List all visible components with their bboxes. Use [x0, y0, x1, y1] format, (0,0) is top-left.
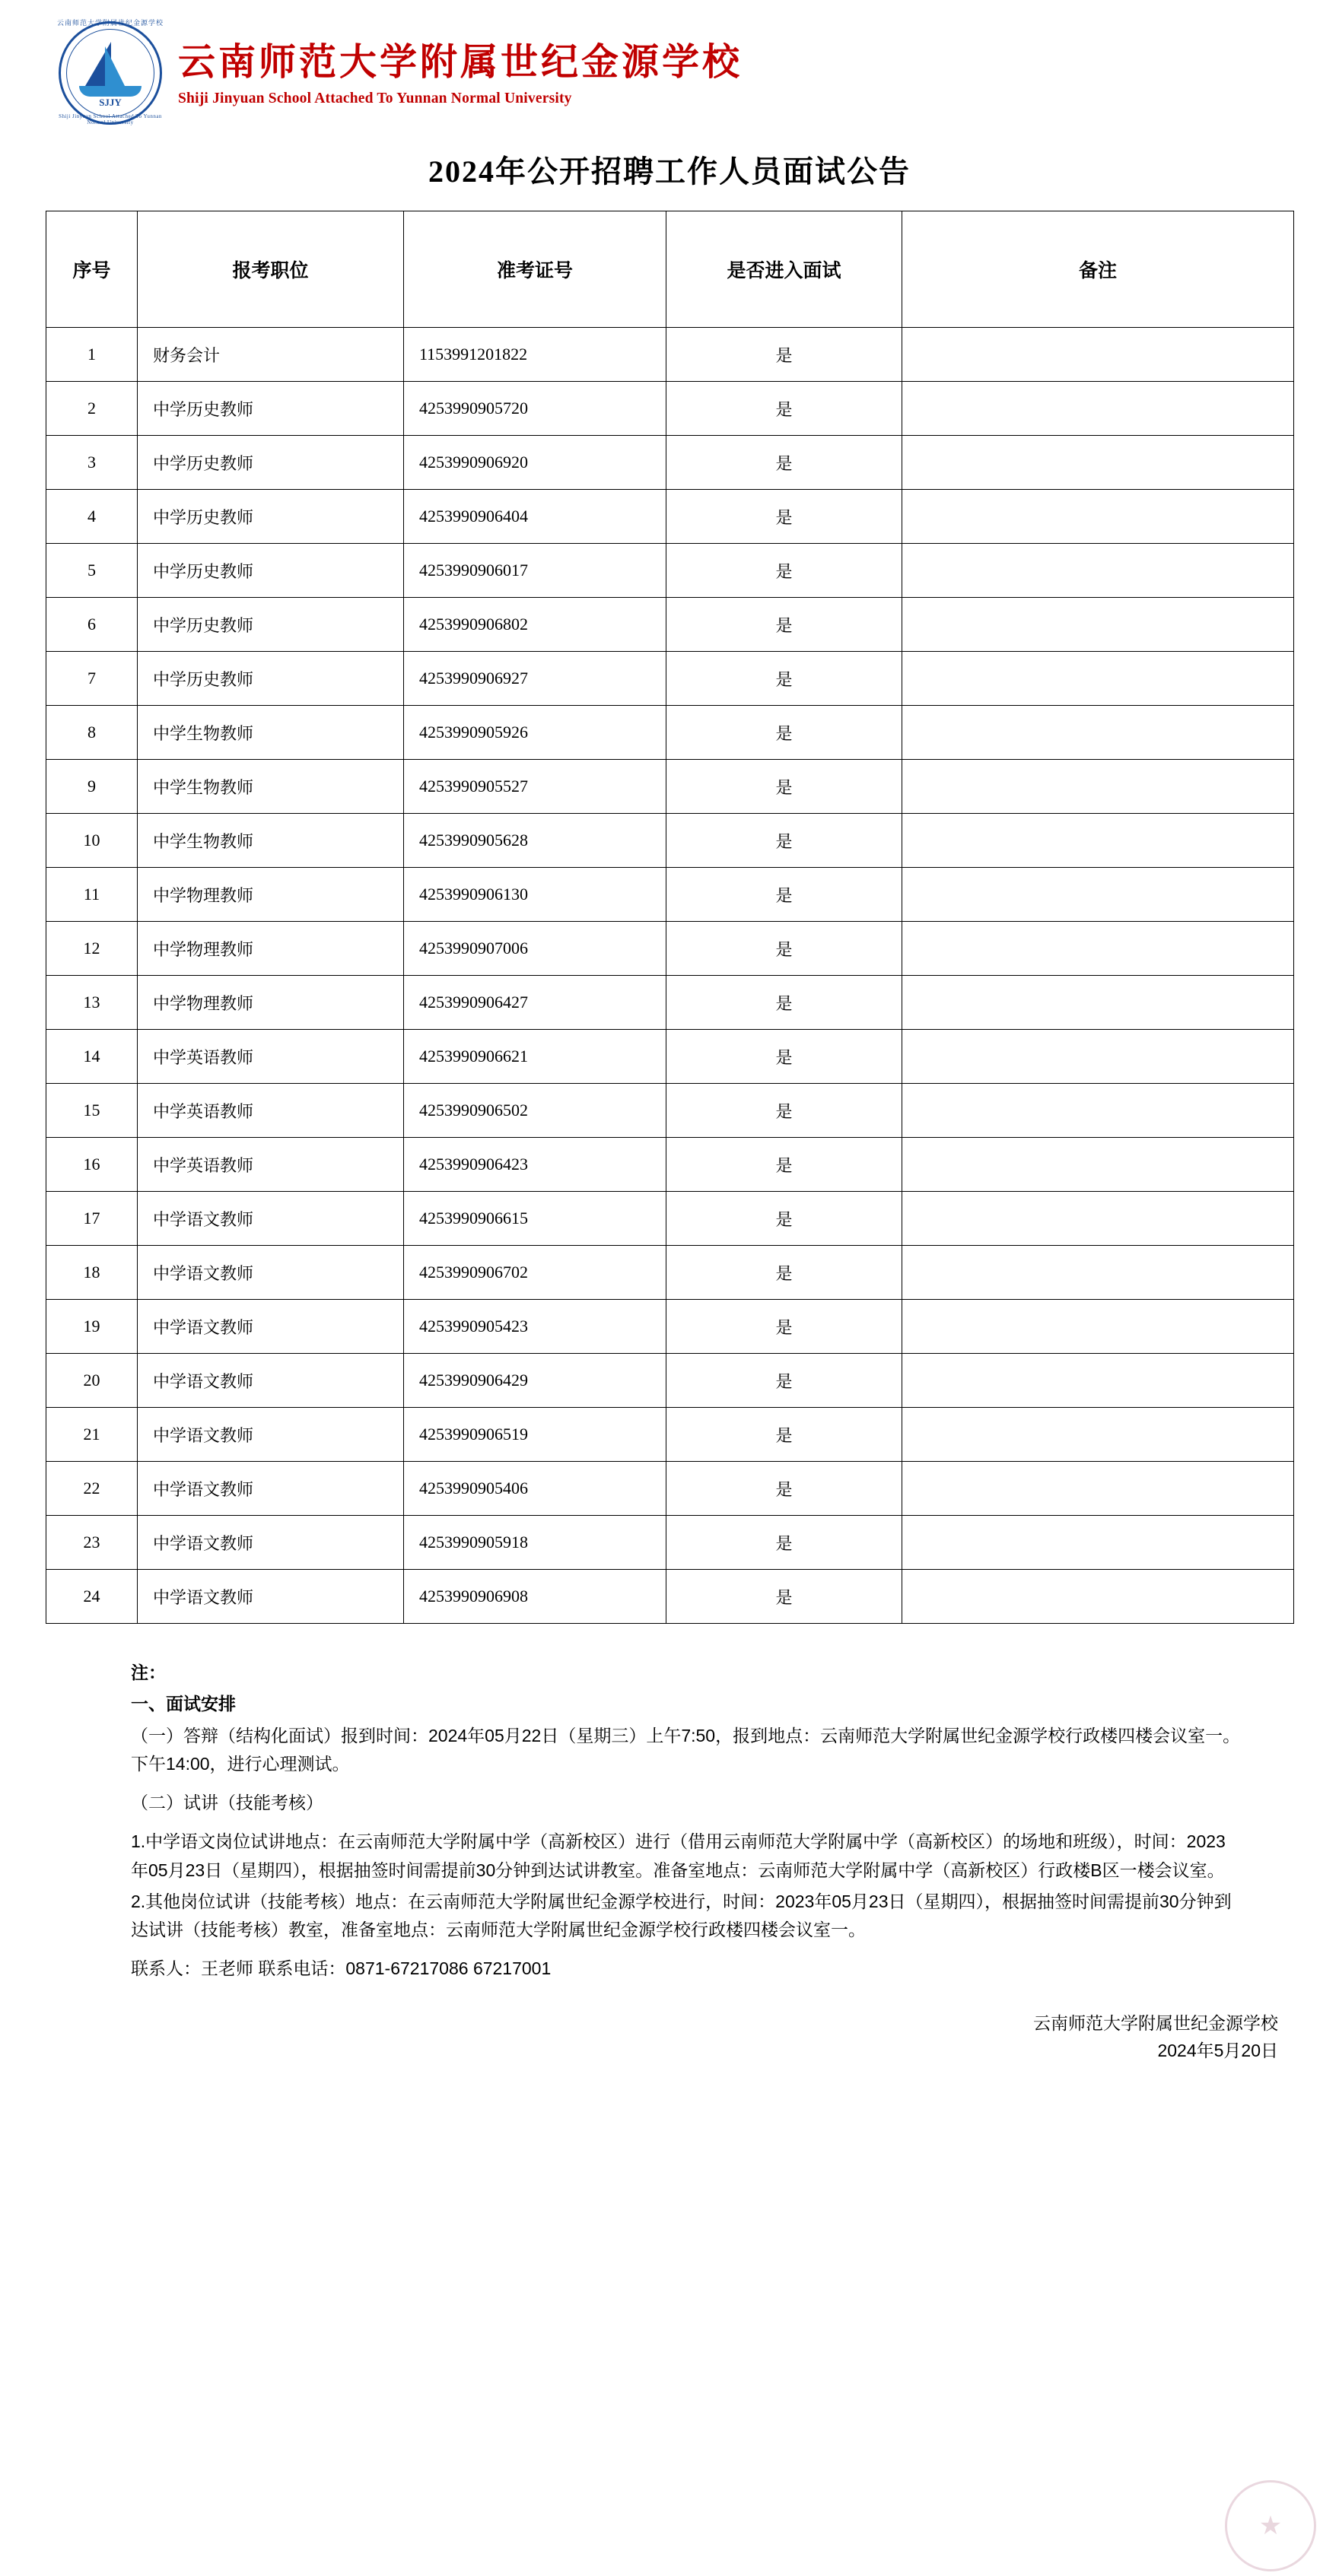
table-row [46, 1570, 1294, 1624]
cell-position: 中学历史教师 [138, 382, 404, 436]
cell-note [902, 328, 1294, 382]
cell-position: 财务会计 [138, 328, 404, 382]
cell-note [902, 1246, 1294, 1300]
cell-index: 20 [46, 1354, 138, 1408]
star-icon: ★ [1258, 2512, 1283, 2540]
cell-interview: 是 [666, 760, 902, 814]
table-row [46, 1354, 1294, 1408]
cell-position: 中学生物教师 [138, 760, 404, 814]
cell-interview: 是 [666, 1192, 902, 1246]
cell-note [902, 1192, 1294, 1246]
cell-index: 4 [46, 490, 138, 544]
cell-interview: 是 [666, 706, 902, 760]
cell-index: 17 [46, 1192, 138, 1246]
cell-index: 15 [46, 1084, 138, 1138]
school-name-block [178, 39, 743, 106]
cell-exam-number: 4253990906427 [404, 976, 666, 1030]
cell-exam-number: 4253990905628 [404, 814, 666, 868]
cell-index: 18 [46, 1246, 138, 1300]
cell-note [902, 1516, 1294, 1570]
cell-exam-number: 4253990906017 [404, 544, 666, 598]
cell-index: 2 [46, 382, 138, 436]
cell-index: 10 [46, 814, 138, 868]
cell-position: 中学语文教师 [138, 1300, 404, 1354]
cell-index: 3 [46, 436, 138, 490]
cell-index: 9 [46, 760, 138, 814]
candidates-table [46, 211, 1294, 1624]
cell-note [902, 1300, 1294, 1354]
cell-position: 中学语文教师 [138, 1462, 404, 1516]
cell-note [902, 490, 1294, 544]
table-row [46, 598, 1294, 652]
cell-index: 13 [46, 976, 138, 1030]
cell-note [902, 814, 1294, 868]
cell-interview: 是 [666, 1030, 902, 1084]
cell-exam-number: 4253990906615 [404, 1192, 666, 1246]
cell-interview: 是 [666, 1408, 902, 1462]
cell-interview: 是 [666, 598, 902, 652]
sail-secondary-icon [105, 46, 125, 86]
cell-position: 中学历史教师 [138, 652, 404, 706]
cell-exam-number: 1153991201822 [404, 328, 666, 382]
cell-index: 1 [46, 328, 138, 382]
cell-exam-number: 4253990906927 [404, 652, 666, 706]
cell-interview: 是 [666, 1138, 902, 1192]
logo-abbreviation: SJJY [99, 97, 122, 108]
cell-index: 19 [46, 1300, 138, 1354]
column-header-exam-number: 准考证号 [404, 211, 666, 328]
cell-exam-number: 4253990906519 [404, 1408, 666, 1462]
cell-position: 中学英语教师 [138, 1138, 404, 1192]
cell-position: 中学英语教师 [138, 1030, 404, 1084]
cell-position: 中学语文教师 [138, 1192, 404, 1246]
page-title: 2024年公开招聘工作人员面试公告 [428, 154, 911, 189]
cell-exam-number: 4253990906423 [404, 1138, 666, 1192]
table-row [46, 652, 1294, 706]
cell-interview: 是 [666, 382, 902, 436]
cell-exam-number: 4253990906908 [404, 1570, 666, 1624]
notes-item-1: （一）答辩（结构化面试）报到时间：2024年05月22日（星期三）上午7:50，报到地点：云南师范大学附属世纪金源学校行政楼四楼会议室一。下午14:00，进行心理测试。 [131, 1725, 1241, 1774]
column-header-position: 报考职位 [138, 211, 404, 328]
cell-note [902, 1354, 1294, 1408]
cell-index: 8 [46, 706, 138, 760]
cell-interview: 是 [666, 814, 902, 868]
table-row [46, 436, 1294, 490]
signature-date: 2024年5月20日 [1157, 2041, 1278, 2061]
cell-position: 中学物理教师 [138, 922, 404, 976]
signature-organization: 云南师范大学附属世纪金源学校 [1033, 2012, 1278, 2033]
notes-section-title: 一、面试安排 [131, 1694, 236, 1714]
column-header-interview: 是否进入面试 [666, 211, 902, 328]
cell-note [902, 598, 1294, 652]
cell-index: 7 [46, 652, 138, 706]
cell-interview: 是 [666, 1246, 902, 1300]
cell-note [902, 922, 1294, 976]
cell-interview: 是 [666, 1300, 902, 1354]
cell-note [902, 868, 1294, 922]
cell-note [902, 1462, 1294, 1516]
cell-note [902, 652, 1294, 706]
cell-position: 中学生物教师 [138, 706, 404, 760]
cell-exam-number: 4253990905926 [404, 706, 666, 760]
cell-interview: 是 [666, 868, 902, 922]
school-logo [53, 16, 167, 130]
table-row [46, 760, 1294, 814]
cell-note [902, 706, 1294, 760]
cell-exam-number: 4253990905527 [404, 760, 666, 814]
cell-exam-number: 4253990906130 [404, 868, 666, 922]
cell-index: 12 [46, 922, 138, 976]
table-row [46, 544, 1294, 598]
document-header [46, 0, 1293, 129]
cell-position: 中学生物教师 [138, 814, 404, 868]
cell-exam-number: 4253990905720 [404, 382, 666, 436]
cell-index: 16 [46, 1138, 138, 1192]
cell-position: 中学英语教师 [138, 1084, 404, 1138]
cell-interview: 是 [666, 1570, 902, 1624]
cell-interview: 是 [666, 328, 902, 382]
cell-position: 中学语文教师 [138, 1570, 404, 1624]
table-row [46, 382, 1294, 436]
notes-contact: 联系人：王老师 联系电话：0871-67217086 67217001 [131, 1958, 552, 1979]
table-row [46, 814, 1294, 868]
cell-exam-number: 4253990905918 [404, 1516, 666, 1570]
cell-interview: 是 [666, 1354, 902, 1408]
cell-note [902, 436, 1294, 490]
cell-note [902, 1084, 1294, 1138]
table-row [46, 490, 1294, 544]
table-row [46, 1300, 1294, 1354]
table-row [46, 1246, 1294, 1300]
cell-note [902, 1030, 1294, 1084]
cell-note [902, 382, 1294, 436]
cell-position: 中学物理教师 [138, 976, 404, 1030]
column-header-note: 备注 [902, 211, 1294, 328]
cell-interview: 是 [666, 976, 902, 1030]
cell-index: 22 [46, 1462, 138, 1516]
table-row [46, 868, 1294, 922]
cell-exam-number: 4253990906802 [404, 598, 666, 652]
cell-note [902, 1138, 1294, 1192]
table-row [46, 922, 1294, 976]
cell-position: 中学语文教师 [138, 1354, 404, 1408]
cell-exam-number: 4253990906920 [404, 436, 666, 490]
cell-interview: 是 [666, 1084, 902, 1138]
cell-position: 中学历史教师 [138, 436, 404, 490]
signature-block [46, 2009, 1293, 2066]
notes-item-2-2: 2.其他岗位试讲（技能考核）地点：在云南师范大学附属世纪金源学校进行，时间：2023年05月23日（星期四），根据抽签时间需提前30分钟到达试讲（技能考核）教室，准备室地点：云南师范大学附属世纪金源学校行政楼四楼会议室一。 [131, 1891, 1232, 1939]
cell-interview: 是 [666, 1516, 902, 1570]
table-row [46, 1030, 1294, 1084]
logo-ring-text-cn: 云南师范大学附属世纪金源学校 [56, 19, 164, 27]
cell-index: 14 [46, 1030, 138, 1084]
wave-icon [79, 86, 142, 97]
column-header-index: 序号 [46, 211, 138, 328]
table-row [46, 1192, 1294, 1246]
cell-position: 中学历史教师 [138, 598, 404, 652]
cell-exam-number: 4253990906702 [404, 1246, 666, 1300]
school-name-cn: 云南师范大学附属世纪金源学校 [178, 41, 743, 84]
cell-note [902, 1408, 1294, 1462]
cell-interview: 是 [666, 1462, 902, 1516]
cell-position: 中学历史教师 [138, 544, 404, 598]
school-name-en: Shiji Jinyuan School Attached To Yunnan Normal University [178, 90, 572, 106]
cell-exam-number: 4253990905406 [404, 1462, 666, 1516]
notes-item-2: （二）试讲（技能考核） [131, 1793, 323, 1812]
table-row [46, 706, 1294, 760]
table-row [46, 1462, 1294, 1516]
cell-exam-number: 4253990906621 [404, 1030, 666, 1084]
cell-index: 5 [46, 544, 138, 598]
cell-interview: 是 [666, 652, 902, 706]
cell-interview: 是 [666, 544, 902, 598]
cell-exam-number: 4253990906404 [404, 490, 666, 544]
table-header-row [46, 211, 1294, 328]
cell-note [902, 1570, 1294, 1624]
notes-section [131, 1659, 1242, 1984]
notes-item-2-1: 1.中学语文岗位试讲地点：在云南师范大学附属中学（高新校区）进行（借用云南师范大学附属中学（高新校区）的场地和班级），时间：2023年05月23日（星期四），根据抽签时间需提前30分钟到达试讲教室。准备室地点：云南师范大学附属中学（高新校区）行政楼B区一楼会议室。 [131, 1831, 1226, 1880]
cell-position: 中学语文教师 [138, 1408, 404, 1462]
cell-position: 中学物理教师 [138, 868, 404, 922]
cell-position: 中学语文教师 [138, 1246, 404, 1300]
table-row [46, 1084, 1294, 1138]
table-row [46, 1516, 1294, 1570]
cell-position: 中学语文教师 [138, 1516, 404, 1570]
cell-index: 11 [46, 868, 138, 922]
cell-index: 21 [46, 1408, 138, 1462]
notes-label: 注： [131, 1663, 166, 1682]
table-row [46, 328, 1294, 382]
cell-interview: 是 [666, 922, 902, 976]
cell-exam-number: 4253990906502 [404, 1084, 666, 1138]
cell-exam-number: 4253990905423 [404, 1300, 666, 1354]
cell-interview: 是 [666, 436, 902, 490]
cell-note [902, 760, 1294, 814]
cell-exam-number: 4253990907006 [404, 922, 666, 976]
cell-interview: 是 [666, 490, 902, 544]
cell-note [902, 976, 1294, 1030]
logo-ring-text-en: Shiji Jinyuan School Attached To Yunnan Normal University [59, 113, 162, 125]
cell-index: 23 [46, 1516, 138, 1570]
official-seal [1225, 2480, 1316, 2571]
table-row [46, 1408, 1294, 1462]
cell-exam-number: 4253990906429 [404, 1354, 666, 1408]
cell-index: 6 [46, 598, 138, 652]
table-row [46, 1138, 1294, 1192]
table-row [46, 976, 1294, 1030]
cell-note [902, 544, 1294, 598]
cell-index: 24 [46, 1570, 138, 1624]
cell-position: 中学历史教师 [138, 490, 404, 544]
